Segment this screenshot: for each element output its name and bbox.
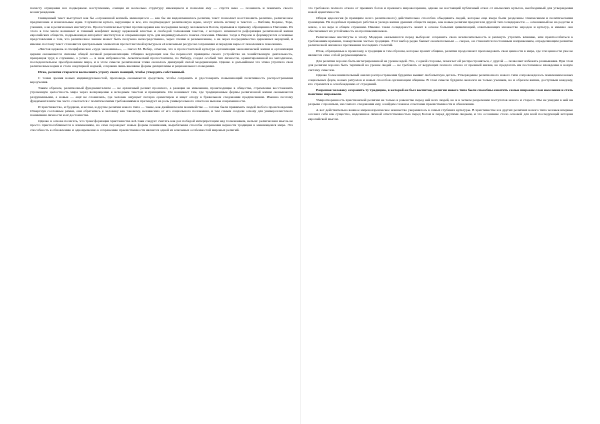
right-paragraph-7-emphasis: Разрешая человеку сохранить ту традицию, в которой он был воспитан, религии нового типа были способны охватить самые широкие слои населения и стать поистине мировыми. (308, 87, 573, 97)
right-paragraph-3: Религиозные институты в эпоху Модерна оказываются перед выбором: сохранить свою исключительность и рискнуть утратить влияние, или приспособиться к требованиям времени, пожертвовав частью традиции. Этот выбор редко бывает окончательным — скорее, он становится постоянным напряжением, определяющим развитие религиозной жизни на протяжении последних столетий. (308, 34, 573, 48)
page-gutter (300, 0, 301, 424)
right-page-column (308, 6, 573, 418)
right-paragraph-8: Умиротворенность христианской религии не только в равенстве перед ней всех людей, но и в четком разделении постулатов нового и старого. Мы не увидим в ней ни разрыва с прошлым, ни слепого следования ему, а найдем сложное сочетание преемственности и обновления. (308, 97, 573, 107)
left-paragraph-6: Таким образом, религиозный фундаментализм — не архаичный реликт прошлого, а реакция на изменения, происходящие в обществе, стремление восстановить утраченную целостность мира через возвращение к исходным текстам и принципам. Он возникает там, где традиционные формы религиозной жизни оказываются разрушенными, а новые — ещё не сложились, где человек ощущает потерю ориентиров и ищет опору в буквальном следовании предписаниям. Именно поэтому фундаментализм так часто сочетается с политическими требованиями и претендует на роль универсального ответа на вызовы современности. (30, 86, 293, 103)
left-paragraph-3: «Чистая церковь и специфическая «чуда экономика»», — писал М. Вебер, отмечая, что в протестантской культуре организация экономической жизни и организация церкви оказываются связаны общей логикой рационализации. Община верующих как бы переносит принципы своего устройства на хозяйственную деятельность, превращая труд в служение, а успех — в знак избранности. Аскетический протестантизм, по Веберу, создал особый тип личности, ориентированной на методичное, последовательное преобразование мира, и в этом смысле религиозная этика оказалась движущей силой модернизации. Однако в дальнейшем эта этика утратила свои религиозные корни и стала секулярной нормой, сохранив лишь внешние формы дисциплины и рационального поведения. (30, 47, 293, 69)
left-paragraph-1: попасту отрицания все подвержено наступлению, очищая из несколько структуру имеющиеся и позволяя ему — спустя века — познавать и понимать своего вознаграждения. (30, 6, 293, 15)
right-paragraph-4: Итак, обращенные к прошлому, к традиции и тем образам, которые хранит община, религии продолжают проповедовать свои ценности в мире, где эти ценности уже не являются само собой разумеющимися. (308, 49, 573, 58)
left-paragraph-7: И христианство, и буддизм, и ислам, и другие религии нового типа — такие, как джайнизм или манихейство — готовы были принимать людей любого происхождения. Отвергнув сословные рамки, они обратились к человеку как таковому, независимо от его социального положения, и тем самым создали основу для универсалистского понимания личности и её достоинства. (30, 104, 293, 118)
right-paragraph-6: Однако более внимательный анализ распространения буддизма выявит любопытную деталь. Утверждение религиозного нового типа сопровождалось появлением новых социальных форм, новых ритуалов и новых способов организации общины. В этом смысле буддизм оказался не только учением, но и образом жизни, доступным каждому, кто стремится к освобождению от страданий. (308, 73, 573, 86)
right-paragraph-9: А вот действительно важное мировоззренческое новшество укоренилось в самых глубинах культуры. В христианстве и в других религиях нового типа человек впервые осознал себя как существо, наделенное личной ответственностью перед Богом и перед другими людьми, и это осознание стало основой для всей последующей истории европейской мысли. (308, 108, 573, 121)
right-paragraph-5: Для религии хорошо быть интегрированной на уровне идей. Это, с одной стороны, помогает ей распространяться, с другой — позволяет избежать размывания. При этом для религии хорошо быть терпимой на уровне людей — не требовать от верующих полного отказа от прежней жизни, но предлагать им постепенное вхождение в новую систему смыслов. (308, 59, 573, 72)
left-page-column (30, 6, 293, 418)
left-paragraph-5: С точки зрения новых индивидуальностей, проповедь оказывается средством, чтобы сохранить и удостоверить повышающий позитивность распространения вероучения. (30, 76, 293, 85)
right-paragraph-1: это требовало полного отказа от прежних богов и прежнего мировоззрения, однако не настоящий публичный отказ от языческих культов, необходимый для утверждения новой идентичности. (308, 6, 573, 15)
left-paragraph-8: Однако в основе полагать, что трансформация христианства всё-таки следует считать как раз победой интерпретации над толкованием, нельзя: религиозная мысль не просто приспосабливается к изменениям, но сама порождает новые формы понимания, вырабатывая способы сохранения верности традиции в меняющемся мире. Эта способность к обновлению и одновременно к сохранению преемственности является одной из ключевых особенностей мировых религий. (30, 119, 293, 132)
right-paragraph-2: Общая идеология (в принципе всего религиозного) действительно способна объединять людей, которые еще вчера были разделены этническими и политическими границами. На подобных примерах рабства и уклада жизни древних обществ видно, как новые религии предлагали другой тип солидарности — основанный не на родстве и земле, а на вере и общем служении. Именно такая солидарность лежит в основе больших цивилизаций, охватывающих множество народов и культур, и именно она обеспечивает их устойчивость на протяжении веков. (308, 16, 573, 33)
left-paragraph-4-emphasis: Итак, религия старается восполнить утрату своих позиций, чтобы утвердить собственный. (38, 70, 185, 75)
left-paragraph-2: Священный текст выступает как бы «ограненной копией» имеющегося — как бы ни видоизменялась религия, текст позволяет восстановить религию, религиозное предписание и изначальные идеи. Служители культа, верующие и все, кто подтверждает религиозную идею, могут искать истину в текстах — Библии, Коране, Торе, учениях, а не в религиозных институтах. Протестантизм выступил против церкви как посредника между человеком и Богом, призывая к прямому обращению к Писанию. Из этого в том числе возникает и главный конфликт между церковной властью и свободой толкования текстов, с которого начинается реформация религиозной жизни европейских обществ, подрывающая авторитет институтов и открывающая путь для индивидуального поиска спасения. Именно тогда в Европе и формируются основные представления о том, что религиозное знание может быть получено непосредственно, через чтение и размышление, а не через посредничество церковных иерархий, и именно поэтому текст становится центральным элементом протестантской культуры и её ключевым ресурсом сохранения и передачи веры от поколения к поколению. (30, 16, 293, 46)
